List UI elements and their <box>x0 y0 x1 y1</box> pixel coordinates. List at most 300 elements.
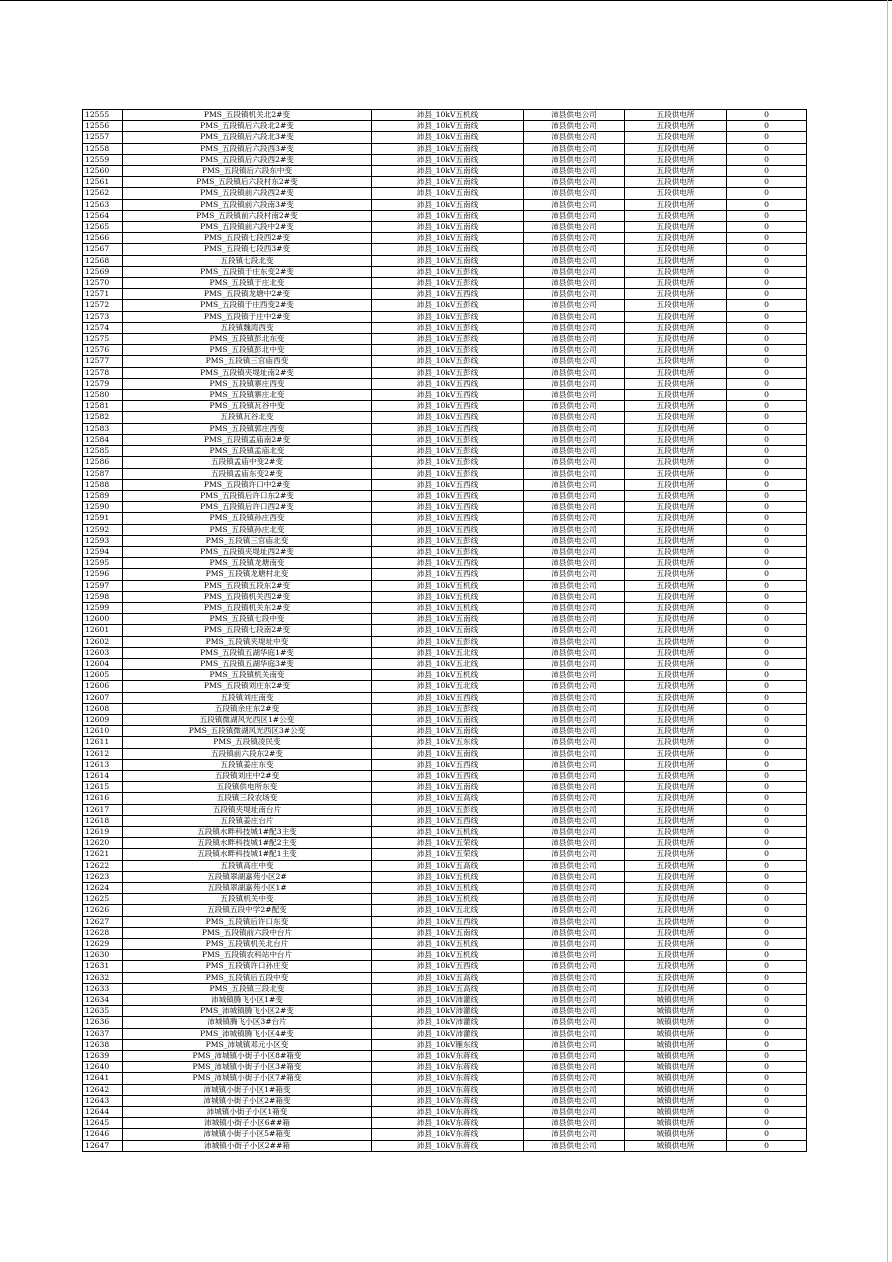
feeder-line-cell: 沛县_10kV五机线 <box>372 894 524 905</box>
row-id-cell: 12577 <box>83 356 123 367</box>
feeder-line-cell: 沛县_10kV五高线 <box>372 860 524 871</box>
row-id-cell: 12576 <box>83 345 123 356</box>
feeder-line-cell: 沛县_10kV五机线 <box>372 670 524 681</box>
company-cell: 沛县供电公司 <box>524 166 625 177</box>
row-id-cell: 12618 <box>83 815 123 826</box>
transformer-name-cell: 五段镇微湖风光西区1#公变 <box>123 714 372 725</box>
feeder-line-cell: 沛县_10kV东蒋线 <box>372 1062 524 1073</box>
company-cell: 沛县供电公司 <box>524 815 625 826</box>
row-id-cell: 12572 <box>83 300 123 311</box>
table-row <box>83 143 807 154</box>
station-cell: 五段供电所 <box>625 502 727 513</box>
company-cell: 沛县供电公司 <box>524 233 625 244</box>
table-row <box>83 681 807 692</box>
station-cell: 五段供电所 <box>625 513 727 524</box>
company-cell: 沛县供电公司 <box>524 703 625 714</box>
company-cell: 沛县供电公司 <box>524 446 625 457</box>
count-cell: 0 <box>727 647 807 658</box>
feeder-line-cell: 沛县_10kV五西线 <box>372 524 524 535</box>
transformer-name-cell: PMS_五段镇农科站中台片 <box>123 950 372 961</box>
row-id-cell: 12569 <box>83 266 123 277</box>
table-row <box>83 692 807 703</box>
transformer-name-cell: 五段镇翠湖嘉苑小区2# <box>123 871 372 882</box>
table-row <box>83 233 807 244</box>
row-id-cell: 12591 <box>83 513 123 524</box>
station-cell: 五段供电所 <box>625 815 727 826</box>
station-cell: 五段供电所 <box>625 121 727 132</box>
feeder-line-cell: 沛县_10kV东蒋线 <box>372 1073 524 1084</box>
transformer-name-cell: 沛城镇腾飞小区3#台片 <box>123 1017 372 1028</box>
row-id-cell: 12563 <box>83 199 123 210</box>
row-id-cell: 12595 <box>83 558 123 569</box>
station-cell: 五段供电所 <box>625 569 727 580</box>
station-cell: 城镇供电所 <box>625 1095 727 1106</box>
table-row <box>83 647 807 658</box>
transformer-name-cell: PMS_五段镇龙塘南变 <box>123 558 372 569</box>
table-row <box>83 972 807 983</box>
count-cell: 0 <box>727 726 807 737</box>
row-id-cell: 12587 <box>83 468 123 479</box>
table-row <box>83 569 807 580</box>
feeder-line-cell: 沛县_10kV五彭线 <box>372 345 524 356</box>
feeder-line-cell: 沛县_10kV东蒋线 <box>372 1084 524 1095</box>
table-row <box>83 815 807 826</box>
table-row <box>83 1028 807 1039</box>
transformer-name-cell: PMS_五段镇五段东2#变 <box>123 580 372 591</box>
transformer-name-cell: 五段镇供电所东变 <box>123 782 372 793</box>
company-cell: 沛县供电公司 <box>524 1062 625 1073</box>
feeder-line-cell: 沛县_10kV五北线 <box>372 647 524 658</box>
company-cell: 沛县供电公司 <box>524 770 625 781</box>
table-row <box>83 1084 807 1095</box>
feeder-line-cell: 沛县_10kV五机线 <box>372 950 524 961</box>
table-row <box>83 322 807 333</box>
row-id-cell: 12631 <box>83 961 123 972</box>
count-cell: 0 <box>727 916 807 927</box>
transformer-name-cell: PMS_五段镇许口中2#变 <box>123 479 372 490</box>
table-row <box>83 1006 807 1017</box>
feeder-line-cell: 沛县_10kV五北线 <box>372 681 524 692</box>
station-cell: 五段供电所 <box>625 322 727 333</box>
station-cell: 五段供电所 <box>625 726 727 737</box>
feeder-line-cell: 沛县_10kV东蒋线 <box>372 1051 524 1062</box>
row-id-cell: 12580 <box>83 390 123 401</box>
table-row <box>83 356 807 367</box>
station-cell: 五段供电所 <box>625 804 727 815</box>
row-id-cell: 12613 <box>83 759 123 770</box>
transformer-name-cell: PMS_五段镇后六段西3#变 <box>123 143 372 154</box>
count-cell: 0 <box>727 266 807 277</box>
station-cell: 五段供电所 <box>625 883 727 894</box>
feeder-line-cell: 沛县_10kV五高线 <box>372 793 524 804</box>
table-row <box>83 759 807 770</box>
transformer-name-cell: PMS_五段镇后六段东中变 <box>123 166 372 177</box>
row-id-cell: 12573 <box>83 311 123 322</box>
station-cell: 五段供电所 <box>625 177 727 188</box>
feeder-line-cell: 沛县_10kV五荣线 <box>372 838 524 849</box>
row-id-cell: 12611 <box>83 737 123 748</box>
row-id-cell: 12589 <box>83 490 123 501</box>
table-row <box>83 1017 807 1028</box>
count-cell: 0 <box>727 770 807 781</box>
count-cell: 0 <box>727 849 807 860</box>
company-cell: 沛县供电公司 <box>524 591 625 602</box>
row-id-cell: 12583 <box>83 423 123 434</box>
row-id-cell: 12574 <box>83 322 123 333</box>
station-cell: 五段供电所 <box>625 244 727 255</box>
company-cell: 沛县供电公司 <box>524 1084 625 1095</box>
transformer-name-cell: PMS_五段镇前六段村南2#变 <box>123 210 372 221</box>
row-id-cell: 12626 <box>83 905 123 916</box>
row-id-cell: 12568 <box>83 255 123 266</box>
station-cell: 五段供电所 <box>625 916 727 927</box>
table-row <box>83 927 807 938</box>
table-row <box>83 748 807 759</box>
feeder-line-cell: 沛县_10kV沛灌线 <box>372 1028 524 1039</box>
transformer-name-cell: PMS_五段镇机关西2#变 <box>123 591 372 602</box>
transformer-name-cell: PMS_五段镇于庄东变2#变 <box>123 266 372 277</box>
feeder-line-cell: 沛县_10kV五机线 <box>372 871 524 882</box>
row-id-cell: 12556 <box>83 121 123 132</box>
transformer-name-cell: 沛城镇腾飞小区1#变 <box>123 995 372 1006</box>
company-cell: 沛县供电公司 <box>524 1028 625 1039</box>
feeder-line-cell: 沛县_10kV五机线 <box>372 827 524 838</box>
table-row <box>83 535 807 546</box>
count-cell: 0 <box>727 1051 807 1062</box>
transformer-name-cell: PMS_五段镇夹堤址南2#变 <box>123 367 372 378</box>
row-id-cell: 12622 <box>83 860 123 871</box>
row-id-cell: 12641 <box>83 1073 123 1084</box>
station-cell: 五段供电所 <box>625 311 727 322</box>
station-cell: 五段供电所 <box>625 199 727 210</box>
feeder-line-cell: 沛县_10kV五彭线 <box>372 356 524 367</box>
feeder-line-cell: 沛县_10kV五西线 <box>372 569 524 580</box>
transformer-name-cell: PMS_五段镇三官庙西变 <box>123 356 372 367</box>
transformer-name-cell: 五段镇瓦谷北变 <box>123 412 372 423</box>
transformer-name-cell: 五段镇水畔科技城1#配2主变 <box>123 838 372 849</box>
transformer-name-cell: PMS_沛城镇腾飞小区2#变 <box>123 1006 372 1017</box>
transformer-name-cell: PMS_五段镇前六段中2#变 <box>123 222 372 233</box>
feeder-line-cell: 沛县_10kV五南线 <box>372 255 524 266</box>
row-id-cell: 12561 <box>83 177 123 188</box>
company-cell: 沛县供电公司 <box>524 569 625 580</box>
station-cell: 五段供电所 <box>625 110 727 121</box>
company-cell: 沛县供电公司 <box>524 199 625 210</box>
station-cell: 五段供电所 <box>625 770 727 781</box>
table-row <box>83 714 807 725</box>
table-row <box>83 950 807 961</box>
feeder-line-cell: 沛县_10kV五南线 <box>372 714 524 725</box>
row-id-cell: 12610 <box>83 726 123 737</box>
feeder-line-cell: 沛县_10kV五南线 <box>372 166 524 177</box>
station-cell: 五段供电所 <box>625 793 727 804</box>
feeder-line-cell: 沛县_10kV东蒋线 <box>372 1140 524 1151</box>
feeder-line-cell: 沛县_10kV五西线 <box>372 378 524 389</box>
station-cell: 五段供电所 <box>625 759 727 770</box>
table-row <box>83 636 807 647</box>
feeder-line-cell: 沛县_10kV五西线 <box>372 815 524 826</box>
count-cell: 0 <box>727 804 807 815</box>
station-cell: 五段供电所 <box>625 233 727 244</box>
company-cell: 沛县供电公司 <box>524 1039 625 1050</box>
company-cell: 沛县供电公司 <box>524 266 625 277</box>
company-cell: 沛县供电公司 <box>524 468 625 479</box>
table-row <box>83 502 807 513</box>
count-cell: 0 <box>727 154 807 165</box>
transformer-name-cell: PMS_五段镇龙塘村北变 <box>123 569 372 580</box>
row-id-cell: 12630 <box>83 950 123 961</box>
feeder-line-cell: 沛县_10kV五西线 <box>372 513 524 524</box>
feeder-line-cell: 沛县_10kV五彭线 <box>372 636 524 647</box>
table-row <box>83 670 807 681</box>
transformer-name-cell: PMS_五段镇前六段西2#变 <box>123 188 372 199</box>
company-cell: 沛县供电公司 <box>524 972 625 983</box>
row-id-cell: 12614 <box>83 770 123 781</box>
company-cell: 沛县供电公司 <box>524 602 625 613</box>
station-cell: 五段供电所 <box>625 166 727 177</box>
station-cell: 五段供电所 <box>625 849 727 860</box>
feeder-line-cell: 沛县_10kV五南线 <box>372 233 524 244</box>
row-id-cell: 12597 <box>83 580 123 591</box>
row-id-cell: 12588 <box>83 479 123 490</box>
count-cell: 0 <box>727 681 807 692</box>
row-id-cell: 12557 <box>83 132 123 143</box>
table-row <box>83 132 807 143</box>
company-cell: 沛县供电公司 <box>524 177 625 188</box>
station-cell: 五段供电所 <box>625 345 727 356</box>
feeder-line-cell: 沛县_10kV五彭线 <box>372 334 524 345</box>
feeder-line-cell: 沛县_10kV五南线 <box>372 199 524 210</box>
transformer-name-cell: PMS_五段镇五湖华庭1#变 <box>123 647 372 658</box>
transformer-name-cell: PMS_五段镇机关北2#变 <box>123 110 372 121</box>
station-cell: 五段供电所 <box>625 255 727 266</box>
count-cell: 0 <box>727 782 807 793</box>
transformer-name-cell: PMS_五段镇七段南2#变 <box>123 625 372 636</box>
transformer-name-cell: 五段镇三段农场变 <box>123 793 372 804</box>
transformer-name-cell: 五段镇姜庄东变 <box>123 759 372 770</box>
count-cell: 0 <box>727 110 807 121</box>
transformer-name-cell: PMS_五段镇孙庄西变 <box>123 513 372 524</box>
company-cell: 沛县供电公司 <box>524 804 625 815</box>
transformer-name-cell: PMS_五段镇于庄西变2#变 <box>123 300 372 311</box>
transformer-name-cell: PMS_五段镇后六段北3#变 <box>123 132 372 143</box>
company-cell: 沛县供电公司 <box>524 927 625 938</box>
table-row <box>83 883 807 894</box>
feeder-line-cell: 沛县_10kV五彭线 <box>372 703 524 714</box>
count-cell: 0 <box>727 961 807 972</box>
transformer-name-cell: PMS_沛城镇小街子小区3#箱变 <box>123 1062 372 1073</box>
company-cell: 沛县供电公司 <box>524 849 625 860</box>
company-cell: 沛县供电公司 <box>524 121 625 132</box>
count-cell: 0 <box>727 927 807 938</box>
table-row <box>83 300 807 311</box>
count-cell: 0 <box>727 658 807 669</box>
table-row <box>83 793 807 804</box>
row-id-cell: 12635 <box>83 1006 123 1017</box>
transformer-name-cell: PMS_五段镇后六段村东2#变 <box>123 177 372 188</box>
row-id-cell: 12582 <box>83 412 123 423</box>
station-cell: 五段供电所 <box>625 434 727 445</box>
count-cell: 0 <box>727 188 807 199</box>
transformer-name-cell: PMS_五段镇孟庙南2#变 <box>123 434 372 445</box>
count-cell: 0 <box>727 244 807 255</box>
company-cell: 沛县供电公司 <box>524 905 625 916</box>
count-cell: 0 <box>727 278 807 289</box>
count-cell: 0 <box>727 815 807 826</box>
table-row <box>83 434 807 445</box>
count-cell: 0 <box>727 121 807 132</box>
row-id-cell: 12644 <box>83 1107 123 1118</box>
feeder-line-cell: 沛县_10kV东蒋线 <box>372 1118 524 1129</box>
row-id-cell: 12605 <box>83 670 123 681</box>
transformer-name-cell: 五段镇姜庄台片 <box>123 815 372 826</box>
company-cell: 沛县供电公司 <box>524 110 625 121</box>
feeder-line-cell: 沛县_10kV五南线 <box>372 782 524 793</box>
company-cell: 沛县供电公司 <box>524 827 625 838</box>
row-id-cell: 12627 <box>83 916 123 927</box>
table-row <box>83 1073 807 1084</box>
transformer-name-cell: 五段镇水畔科技城1#配1主变 <box>123 849 372 860</box>
row-id-cell: 12642 <box>83 1084 123 1095</box>
count-cell: 0 <box>727 838 807 849</box>
station-cell: 五段供电所 <box>625 210 727 221</box>
company-cell: 沛县供电公司 <box>524 1073 625 1084</box>
station-cell: 五段供电所 <box>625 737 727 748</box>
row-id-cell: 12623 <box>83 871 123 882</box>
company-cell: 沛县供电公司 <box>524 983 625 994</box>
count-cell: 0 <box>727 1017 807 1028</box>
count-cell: 0 <box>727 1129 807 1140</box>
row-id-cell: 12607 <box>83 692 123 703</box>
table-row <box>83 255 807 266</box>
table-row <box>83 614 807 625</box>
station-cell: 五段供电所 <box>625 961 727 972</box>
transformer-name-cell: PMS_五段镇于庄中2#变 <box>123 311 372 322</box>
station-cell: 五段供电所 <box>625 827 727 838</box>
count-cell: 0 <box>727 995 807 1006</box>
station-cell: 城镇供电所 <box>625 1062 727 1073</box>
company-cell: 沛县供电公司 <box>524 143 625 154</box>
transformer-name-cell: PMS_五段镇夹堤址中变 <box>123 636 372 647</box>
station-cell: 五段供电所 <box>625 378 727 389</box>
table-row <box>83 658 807 669</box>
count-cell: 0 <box>727 1006 807 1017</box>
table-row <box>83 1095 807 1106</box>
row-id-cell: 12634 <box>83 995 123 1006</box>
count-cell: 0 <box>727 703 807 714</box>
transformer-table <box>82 109 807 1152</box>
count-cell: 0 <box>727 614 807 625</box>
table-row <box>83 916 807 927</box>
row-id-cell: 12593 <box>83 535 123 546</box>
table-row <box>83 860 807 871</box>
table-row <box>83 345 807 356</box>
feeder-line-cell: 沛县_10kV东蒋线 <box>372 1107 524 1118</box>
table-body <box>83 110 807 1152</box>
company-cell: 沛县供电公司 <box>524 782 625 793</box>
transformer-name-cell: PMS_五段镇后许口东变 <box>123 916 372 927</box>
transformer-name-cell: PMS_五段镇机关北台片 <box>123 939 372 950</box>
company-cell: 沛县供电公司 <box>524 222 625 233</box>
company-cell: 沛县供电公司 <box>524 154 625 165</box>
table-row <box>83 1118 807 1129</box>
station-cell: 五段供电所 <box>625 558 727 569</box>
feeder-line-cell: 沛县_10kV五西线 <box>372 390 524 401</box>
company-cell: 沛县供电公司 <box>524 390 625 401</box>
company-cell: 沛县供电公司 <box>524 434 625 445</box>
transformer-name-cell: PMS_沛城镇小街子小区8#箱变 <box>123 1051 372 1062</box>
count-cell: 0 <box>727 793 807 804</box>
transformer-name-cell: 沛城镇小街子小区6##箱 <box>123 1118 372 1129</box>
table-row <box>83 423 807 434</box>
count-cell: 0 <box>727 446 807 457</box>
row-id-cell: 12602 <box>83 636 123 647</box>
row-id-cell: 12578 <box>83 367 123 378</box>
station-cell: 五段供电所 <box>625 367 727 378</box>
count-cell: 0 <box>727 1084 807 1095</box>
station-cell: 城镇供电所 <box>625 1051 727 1062</box>
count-cell: 0 <box>727 883 807 894</box>
company-cell: 沛县供电公司 <box>524 860 625 871</box>
feeder-line-cell: 沛县_10kV五彭线 <box>372 278 524 289</box>
transformer-name-cell: 沛城镇小街子小区1#箱变 <box>123 1084 372 1095</box>
company-cell: 沛县供电公司 <box>524 681 625 692</box>
transformer-name-cell: 五段镇夹堤址南台片 <box>123 804 372 815</box>
table-row <box>83 244 807 255</box>
feeder-line-cell: 沛县_10kV五西线 <box>372 770 524 781</box>
company-cell: 沛县供电公司 <box>524 546 625 557</box>
row-id-cell: 12590 <box>83 502 123 513</box>
feeder-line-cell: 沛县_10kV五东线 <box>372 737 524 748</box>
feeder-line-cell: 沛县_10kV五西线 <box>372 759 524 770</box>
count-cell: 0 <box>727 289 807 300</box>
row-id-cell: 12570 <box>83 278 123 289</box>
transformer-name-cell: PMS_五段镇三官庙北变 <box>123 535 372 546</box>
transformer-name-cell: PMS_五段镇后六段北2#变 <box>123 121 372 132</box>
transformer-name-cell: PMS_五段镇前六段中台片 <box>123 927 372 938</box>
count-cell: 0 <box>727 390 807 401</box>
company-cell: 沛县供电公司 <box>524 210 625 221</box>
company-cell: 沛县供电公司 <box>524 748 625 759</box>
count-cell: 0 <box>727 871 807 882</box>
count-cell: 0 <box>727 625 807 636</box>
row-id-cell: 12609 <box>83 714 123 725</box>
row-id-cell: 12575 <box>83 334 123 345</box>
station-cell: 五段供电所 <box>625 154 727 165</box>
transformer-name-cell: 五段镇刘庄中2#变 <box>123 770 372 781</box>
count-cell: 0 <box>727 490 807 501</box>
transformer-name-cell: PMS_五段镇夹堤址西2#变 <box>123 546 372 557</box>
feeder-line-cell: 沛县_10kV五南线 <box>372 143 524 154</box>
count-cell: 0 <box>727 546 807 557</box>
count-cell: 0 <box>727 983 807 994</box>
feeder-line-cell: 沛县_10kV五南线 <box>372 927 524 938</box>
station-cell: 五段供电所 <box>625 714 727 725</box>
company-cell: 沛县供电公司 <box>524 311 625 322</box>
feeder-line-cell: 沛县_10kV五机线 <box>372 939 524 950</box>
company-cell: 沛县供电公司 <box>524 894 625 905</box>
table-row <box>83 199 807 210</box>
table-row <box>83 770 807 781</box>
table-row <box>83 378 807 389</box>
feeder-line-cell: 沛县_10kV五彭线 <box>372 446 524 457</box>
count-cell: 0 <box>727 210 807 221</box>
row-id-cell: 12633 <box>83 983 123 994</box>
company-cell: 沛县供电公司 <box>524 939 625 950</box>
table-row <box>83 210 807 221</box>
feeder-line-cell: 沛县_10kV五南线 <box>372 748 524 759</box>
feeder-line-cell: 沛县_10kV五彭线 <box>372 468 524 479</box>
